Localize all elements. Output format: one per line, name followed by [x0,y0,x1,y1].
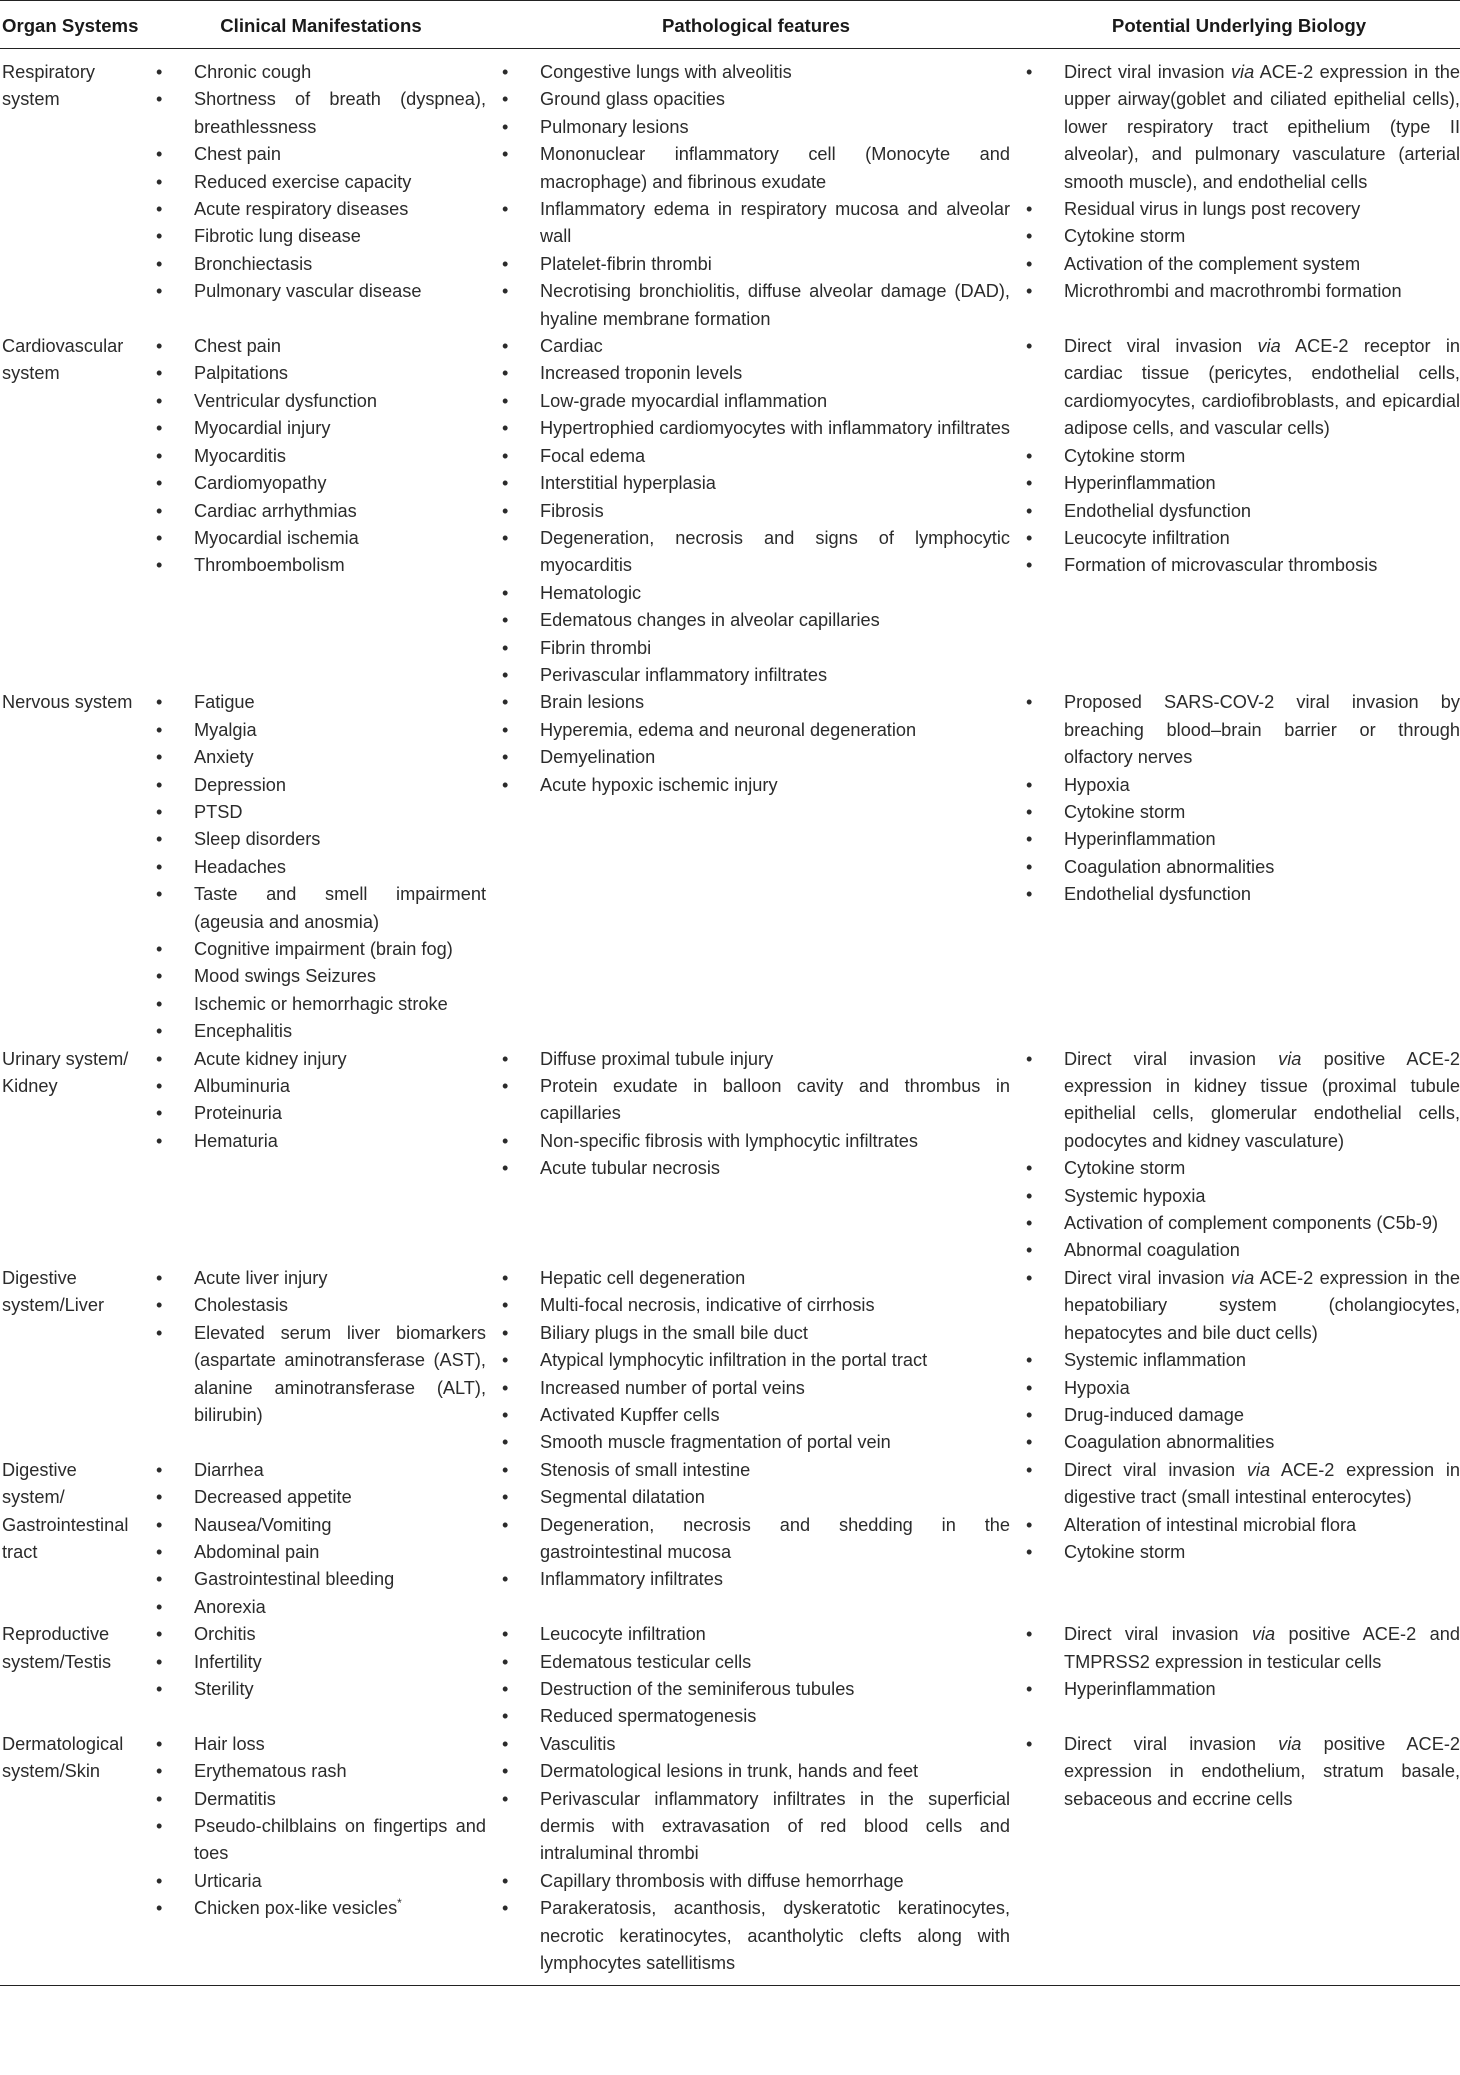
pathological-item: • Reduced spermatogenesis [494,1703,1018,1730]
pathological-cell [494,49,1018,334]
clinical-item: • Sterility [148,1676,494,1703]
biology-text: Endothelial dysfunction [1064,884,1252,905]
clinical-item: • Myocarditis [148,443,494,470]
biology-item [1018,772,1460,799]
clinical-item: • Shortness of breath (dyspnea), breathlessness [148,86,494,141]
pathological-item: • Acute hypoxic ischemic injury [494,772,1018,799]
clinical-item: • Fibrotic lung disease [148,223,494,250]
biology-text: positive ACE-2 and TMPRSS2 expression in testicular cells [1064,1624,1460,1672]
pathological-item: • Hepatic cell degeneration [494,1265,1018,1292]
biology-item [1018,881,1460,908]
biology-text: Hypoxia [1064,774,1130,795]
clinical-list [148,1265,494,1429]
biology-italic: via [1246,1459,1271,1480]
pathological-list [494,1265,1018,1457]
biology-cell [1018,49,1460,334]
clinical-list [148,1046,494,1156]
clinical-item: • PTSD [148,799,494,826]
clinical-cell [148,333,494,689]
biology-text: Cytokine storm [1064,445,1186,466]
biology-item [1018,1457,1460,1512]
clinical-item: • Depression [148,772,494,799]
table-row [0,1046,1460,1265]
biology-item [1018,799,1460,826]
biology-italic: via [1278,1733,1302,1754]
table-row [0,333,1460,689]
clinical-item: • Cardiomyopathy [148,470,494,497]
pathological-item: • Vasculitis [494,1731,1018,1758]
clinical-item: • Myalgia [148,717,494,744]
biology-item [1018,333,1460,443]
clinical-item: • Diarrhea [148,1457,494,1484]
biology-item [1018,525,1460,552]
clinical-item: • Ventricular dysfunction [148,388,494,415]
biology-item [1018,1265,1460,1347]
biology-text: Hyperinflammation [1064,829,1216,850]
biology-list [1018,1621,1460,1703]
clinical-item: • Erythematous rash [148,1758,494,1785]
biology-item [1018,1210,1460,1237]
clinical-cell [148,689,494,1045]
biology-text: positive ACE-2 expression in kidney tissue (proximal tubule epithelial cells, glomerular endothelial cells, podocytes and kidney vasculature) [1064,1048,1460,1151]
clinical-item [148,1895,494,1922]
biology-item [1018,1347,1460,1374]
clinical-item: • Taste and smell impairment (ageusia and anosmia) [148,881,494,936]
biology-item [1018,826,1460,853]
biology-item [1018,689,1460,771]
clinical-item: • Cardiac arrhythmias [148,498,494,525]
biology-item [1018,498,1460,525]
biology-text: ACE-2 receptor in cardiac tissue (pericytes, endothelial cells, cardiomyocytes, cardiofibroblasts, and epicardial adipose cells, and vascular cells) [1064,336,1460,439]
biology-cell [1018,689,1460,1045]
clinical-item: • Headaches [148,854,494,881]
biology-text: Hyperinflammation [1064,473,1216,494]
header-row [0,1,1460,49]
biology-cell [1018,1621,1460,1731]
clinical-item: • Hair loss [148,1731,494,1758]
biology-item [1018,1676,1460,1703]
biology-item [1018,1402,1460,1429]
clinical-item: • Palpitations [148,360,494,387]
pathological-item: • Edematous changes in alveolar capillaries [494,607,1018,634]
pathological-item: • Fibrosis [494,498,1018,525]
pathological-item: • Congestive lungs with alveolitis [494,59,1018,86]
pathological-cell [494,1046,1018,1265]
pathological-list [494,333,1018,689]
pathological-item: • Interstitial hyperplasia [494,470,1018,497]
pathological-item: • Dermatological lesions in trunk, hands and feet [494,1758,1018,1785]
biology-list [1018,1265,1460,1457]
table-row [0,1457,1460,1621]
organ-system-cell: Digestive system/Liver [2,1267,105,1316]
pathological-item: • Focal edema [494,443,1018,470]
clinical-list [148,1621,494,1703]
table-row [0,1621,1460,1731]
biology-text: Endothelial dysfunction [1064,500,1252,521]
biology-item [1018,1539,1460,1566]
biology-item [1018,854,1460,881]
biology-text: Cytokine storm [1064,226,1186,247]
biology-list [1018,1046,1460,1265]
pathological-item: • Degeneration, necrosis and shedding in the gastrointestinal mucosa [494,1512,1018,1567]
pathological-list [494,1621,1018,1731]
biology-list [1018,333,1460,580]
biology-item [1018,552,1460,579]
biology-item [1018,1731,1460,1813]
pathological-item: • Mononuclear inflammatory cell (Monocyte and macrophage) and fibrinous exudate [494,141,1018,196]
clinical-item: • Chest pain [148,141,494,168]
header-underlying-biology: Potential Underlying Biology [1018,1,1460,49]
biology-italic: via [1257,336,1281,357]
pathological-item: • Leucocyte infiltration [494,1621,1018,1648]
pathological-list [494,1457,1018,1594]
pathological-item: • Capillary thrombosis with diffuse hemorrhage [494,1868,1018,1895]
biology-text: Systemic inflammation [1064,1350,1246,1371]
footnote-marker: * [397,1896,402,1911]
biology-italic: via [1230,62,1255,82]
clinical-item: • Elevated serum liver biomarkers (aspartate aminotransferase (AST), alanine aminotransferase (ALT), bilirubin) [148,1320,494,1430]
organ-system-cell: Cardiovascular system [2,336,124,384]
pathological-item: • Fibrin thrombi [494,635,1018,662]
biology-text: Coagulation abnormalities [1064,1432,1275,1453]
biology-item [1018,1429,1460,1456]
clinical-item: • Orchitis [148,1621,494,1648]
pathological-item: • Non-specific fibrosis with lymphocytic infiltrates [494,1128,1018,1155]
biology-text: Coagulation abnormalities [1064,856,1275,877]
clinical-cell [148,1457,494,1621]
pathological-item: • Atypical lymphocytic infiltration in the portal tract [494,1347,1018,1374]
organ-system-cell: Dermatological system/Skin [0,1731,148,1986]
biology-text: Abnormal coagulation [1064,1240,1240,1261]
biology-text: Hypoxia [1064,1377,1130,1398]
pathological-list [494,1046,1018,1183]
organ-system-cell: Urinary system/ Kidney [2,1048,129,1097]
clinical-item: • Decreased appetite [148,1484,494,1511]
clinical-list [148,1731,494,1923]
clinical-item: • Thromboembolism [148,552,494,579]
biology-item [1018,470,1460,497]
pathological-list [494,1731,1018,1978]
clinical-item: • Hematuria [148,1128,494,1155]
biology-item [1018,1621,1460,1676]
table-row [0,1731,1460,1986]
clinical-item: • Albuminuria [148,1073,494,1100]
biology-text: Direct viral invasion [1064,1733,1279,1754]
clinical-item: • Anxiety [148,744,494,771]
clinical-list [148,689,494,1045]
biology-text: Residual virus in lungs post recovery [1064,199,1361,220]
biology-item [1018,1183,1460,1210]
biology-item [1018,1237,1460,1264]
organ-system-cell: Nervous system [2,692,133,713]
clinical-item: • Acute kidney injury [148,1046,494,1073]
pathological-item: • Ground glass opacities [494,86,1018,113]
pathological-item: • Segmental dilatation [494,1484,1018,1511]
biology-text: Alteration of intestinal microbial flora [1064,1514,1357,1535]
biology-item [1018,1046,1460,1156]
pathological-item: • Degeneration, necrosis and signs of lymphocytic myocarditis [494,525,1018,580]
pathological-item: • Increased troponin levels [494,360,1018,387]
pathological-item: • Diffuse proximal tubule injury [494,1046,1018,1073]
pathological-item: • Platelet-fibrin thrombi [494,251,1018,278]
biology-text: Microthrombi and macrothrombi formation [1064,281,1402,302]
clinical-item: • Myocardial injury [148,415,494,442]
biology-text: Direct viral invasion [1064,1267,1231,1288]
pathological-cell [494,689,1018,1045]
pathological-item: • Hypertrophied cardiomyocytes with inflammatory infiltrates [494,415,1018,442]
biology-cell [1018,1046,1460,1265]
pathological-list [494,59,1018,333]
biology-text: Leucocyte infiltration [1064,527,1230,548]
clinical-item: • Acute respiratory diseases [148,196,494,223]
clinical-item: • Pseudo-chilblains on fingertips and toes [148,1813,494,1868]
pathological-list [494,689,1018,799]
biology-text: Hyperinflammation [1064,1678,1216,1699]
table-row [0,1265,1460,1457]
pathological-item: • Parakeratosis, acanthosis, dyskeratotic keratinocytes, necrotic keratinocytes, acantholytic clefts along with lymphocytes satellitisms [494,1895,1018,1977]
biology-item [1018,1155,1460,1182]
clinical-item: • Myocardial ischemia [148,525,494,552]
biology-text: Direct viral invasion [1064,1048,1279,1069]
biology-item [1018,251,1460,278]
pathological-item: • Increased number of portal veins [494,1375,1018,1402]
biology-text: Activation of complement components (C5b-9) [1064,1213,1439,1234]
biology-text: Systemic hypoxia [1064,1185,1206,1206]
biology-item [1018,223,1460,250]
biology-list [1018,1457,1460,1567]
pathological-item: • Perivascular inflammatory infiltrates in the superficial dermis with extravasation of red blood cells and intraluminal thrombi [494,1786,1018,1868]
clinical-item: • Encephalitis [148,1018,494,1045]
biology-text: Cytokine storm [1064,1158,1186,1179]
clinical-item: • Infertility [148,1649,494,1676]
pathological-item: • Hematologic [494,580,1018,607]
clinical-item: • Cognitive impairment (brain fog) [148,936,494,963]
pathological-item: • Inflammatory edema in respiratory mucosa and alveolar wall [494,196,1018,251]
biology-cell [1018,333,1460,689]
clinical-item: • Reduced exercise capacity [148,169,494,196]
pathological-item: • Low-grade myocardial inflammation [494,388,1018,415]
header-organ-systems: Organ Systems [0,1,148,49]
biology-list [1018,1731,1460,1813]
pathological-item: • Perivascular inflammatory infiltrates [494,662,1018,689]
biology-text: Cytokine storm [1064,1541,1186,1562]
clinical-list [148,333,494,580]
clinical-cell [148,1621,494,1731]
clinical-item: • Fatigue [148,689,494,716]
clinical-item: • Pulmonary vascular disease [148,278,494,305]
pathological-item: • Acute tubular necrosis [494,1155,1018,1182]
clinical-item: • Dermatitis [148,1786,494,1813]
biology-text: positive ACE-2 expression in endothelium, stratum basale, sebaceous and eccrine cells [1064,1733,1460,1809]
biology-italic: via [1230,1267,1255,1288]
clinical-item: • Bronchiectasis [148,251,494,278]
pathological-item: • Inflammatory infiltrates [494,1566,1018,1593]
pathological-item: • Necrotising bronchiolitis, diffuse alveolar damage (DAD), hyaline membrane formation [494,278,1018,333]
clinical-cell [148,49,494,334]
biology-italic: via [1251,1624,1276,1645]
pathological-cell [494,1621,1018,1731]
biology-italic: via [1278,1048,1302,1069]
biology-text: Direct viral invasion [1064,336,1258,357]
organ-system-cell: Digestive system/ Gastrointestinal tract [2,1459,129,1562]
pathological-item: • Multi-focal necrosis, indicative of cirrhosis [494,1292,1018,1319]
biology-item [1018,1512,1460,1539]
pathological-item: • Stenosis of small intestine [494,1457,1018,1484]
clinical-item: • Ischemic or hemorrhagic stroke [148,991,494,1018]
biology-item [1018,278,1460,305]
biology-text: Direct viral invasion [1064,1459,1247,1480]
pathological-item: • Pulmonary lesions [494,114,1018,141]
clinical-item: • Sleep disorders [148,826,494,853]
clinical-item: • Acute liver injury [148,1265,494,1292]
pathological-item: • Brain lesions [494,689,1018,716]
pathological-item: • Biliary plugs in the small bile duct [494,1320,1018,1347]
pathological-cell [494,1457,1018,1621]
clinical-text: Chicken pox-like vesicles [194,1898,398,1919]
clinical-item: • Proteinuria [148,1100,494,1127]
table-row [0,49,1460,334]
biology-item [1018,196,1460,223]
biology-text: Proposed SARS-COV-2 viral invasion by breaching blood–brain barrier or through olfactory nerves [1064,692,1460,768]
pathological-item: • Activated Kupffer cells [494,1402,1018,1429]
biology-text: Drug-induced damage [1064,1404,1244,1425]
pathological-item: • Cardiac [494,333,1018,360]
pathological-cell [494,1265,1018,1457]
pathological-item: • Smooth muscle fragmentation of portal vein [494,1429,1018,1456]
biology-text: Activation of the complement system [1064,253,1361,274]
clinical-item: • Nausea/Vomiting [148,1512,494,1539]
pathological-item: • Protein exudate in balloon cavity and thrombus in capillaries [494,1073,1018,1128]
pathological-cell [494,333,1018,689]
biology-text: Cytokine storm [1064,801,1186,822]
biology-list [1018,59,1460,306]
biology-text: Direct viral invasion [1064,1624,1252,1645]
pathological-item: • Hyperemia, edema and neuronal degeneration [494,717,1018,744]
pathological-item: • Demyelination [494,744,1018,771]
biology-text: ACE-2 expression in the hepatobiliary system (cholangiocytes, hepatocytes and bile duct cells) [1064,1267,1460,1343]
organ-system-cell: Reproductive system/Testis [2,1624,112,1672]
clinical-cell [148,1265,494,1457]
clinical-cell [148,1046,494,1265]
biology-text: ACE-2 expression in digestive tract (small intestinal enterocytes) [1064,1459,1460,1508]
header-pathological-features: Pathological features [494,1,1018,49]
biology-cell [1018,1265,1460,1457]
biology-cell [1018,1731,1460,1986]
clinical-item: • Cholestasis [148,1292,494,1319]
clinical-item: • Abdominal pain [148,1539,494,1566]
clinical-cell [148,1731,494,1986]
organ-system-cell: Respiratory system [2,62,95,110]
clinical-item: • Chronic cough [148,59,494,86]
biology-item [1018,443,1460,470]
biology-text: Formation of microvascular thrombosis [1064,555,1378,576]
clinical-item: • Mood swings Seizures [148,963,494,990]
pathological-item: • Edematous testicular cells [494,1649,1018,1676]
clinical-item: • Anorexia [148,1594,494,1621]
biology-cell [1018,1457,1460,1621]
header-clinical-manifestations: Clinical Manifestations [148,1,494,49]
table-row [0,689,1460,1045]
clinical-item: • Urticaria [148,1868,494,1895]
table-body [0,49,1460,1986]
pathological-cell [494,1731,1018,1986]
clinical-item: • Gastrointestinal bleeding [148,1566,494,1593]
biology-item [1018,1375,1460,1402]
biology-text: Direct viral invasion [1064,62,1231,82]
clinical-item: • Chest pain [148,333,494,360]
biology-item [1018,59,1460,196]
biology-list [1018,689,1460,908]
biology-text: ACE-2 expression in the upper airway(goblet and ciliated epithelial cells), lower respiratory tract epithelium (type II alveolar), and pulmonary vasculature (arterial smooth muscle), and endothelial cells [1064,62,1460,192]
clinical-list [148,1457,494,1621]
clinical-list [148,59,494,306]
pathological-item: • Destruction of the seminiferous tubules [494,1676,1018,1703]
